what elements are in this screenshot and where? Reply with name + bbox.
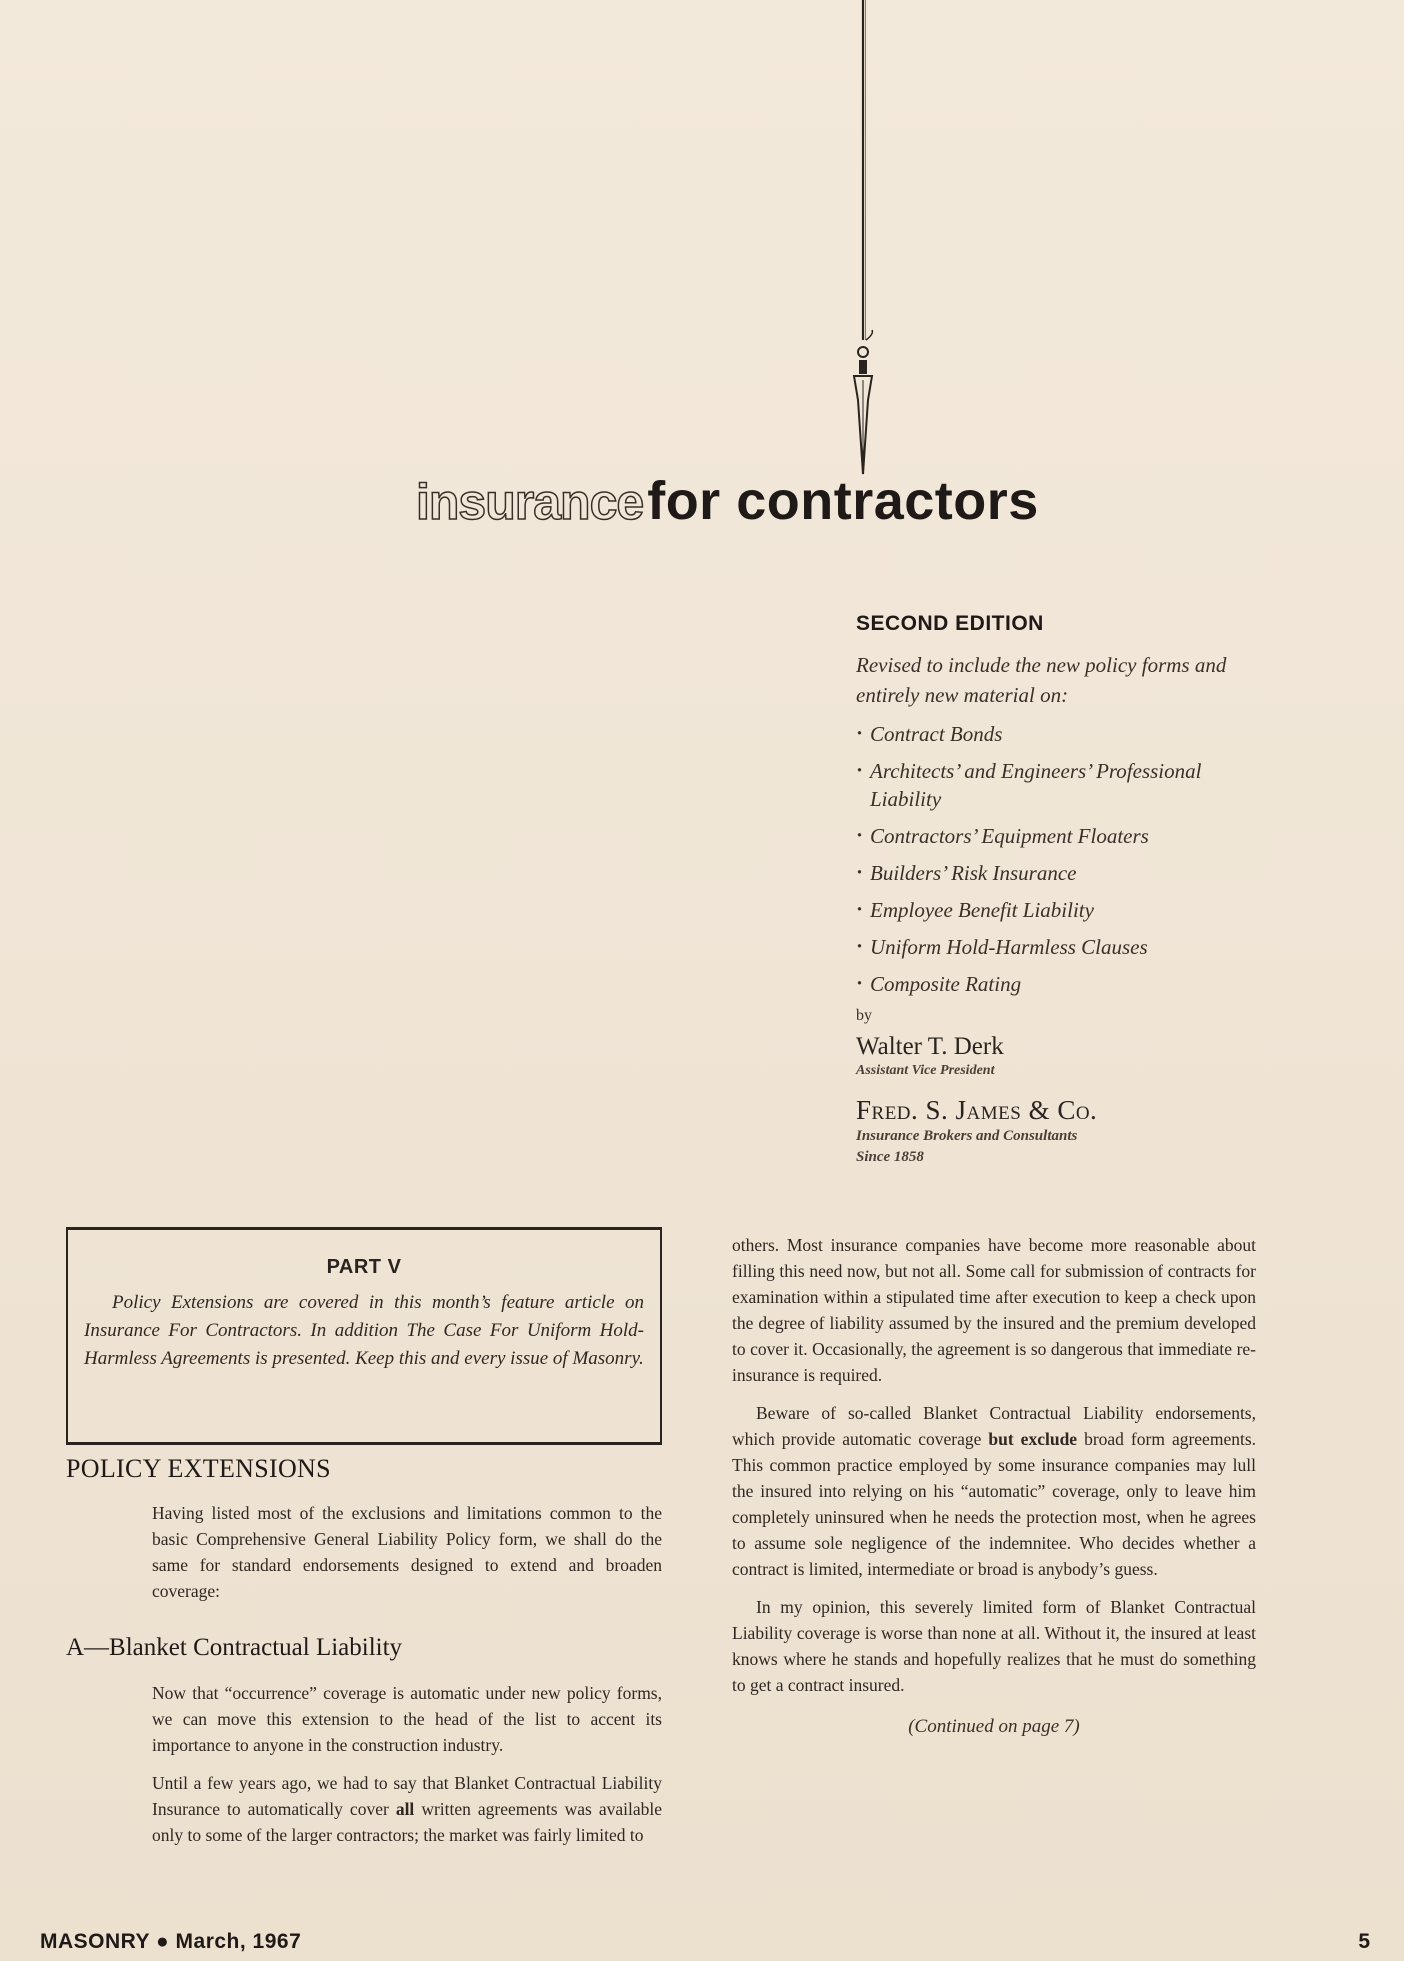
text-run: Until a few years ago, we had to say that Blanket Contractual Liability Insurance to automatically cover: [152, 1773, 662, 1819]
page-number: 5: [1358, 1930, 1370, 1953]
firm-name: Fred. S. James & Co.: [856, 1095, 1098, 1125]
revised-note: Revised to include the new policy forms and entirely new material on:: [856, 653, 1227, 707]
title-bold-words: for contractors: [647, 471, 1039, 531]
firm-since: Since 1858: [856, 1149, 924, 1165]
body-paragraph: others. Most insurance companies have become more reasonable about filling this need now, but not all. Some call for submission of contracts for examination within a stipulated time after execution to keep a check upon the degree of liability assumed by the insured and the premium developed to cover it. Occasionally, the agreement is so dangerous that immediate re-insurance is required.: [732, 1235, 1256, 1385]
byline-label: by: [856, 1007, 872, 1024]
intro-paragraph: Having listed most of the exclusions and limitations common to the basic Comprehensive General Liability Policy form, we shall do the same for standard endorsements designed to extend and broaden coverage:: [152, 1503, 662, 1601]
author-name: Walter T. Derk: [856, 1033, 1004, 1060]
bold-run: but exclude: [988, 1429, 1078, 1449]
text-run: Beware of so-called Blanket Contractual Liability endorsements, which provide automatic coverage: [732, 1403, 1256, 1449]
firm-description: Insurance Brokers and Consultants: [856, 1128, 1078, 1144]
part-box: [66, 1227, 662, 1445]
bold-run: all: [395, 1799, 415, 1819]
body-paragraph: In my opinion, this severely limited form of Blanket Contractual Liability coverage is worse than none at all. Without it, the insured at least knows where he stands and hopefully realizes that he must do something to get a contract insured.: [732, 1597, 1256, 1695]
page-footer: [40, 1930, 1370, 1960]
book-promo: [856, 612, 1276, 1168]
part-box-text: Policy Extensions are covered in this month’s feature article on Insurance For Contractors. In addition The Case For Uniform Hold-Harmless Agreements is presented. Keep this and every issue of Masonry.: [84, 1292, 644, 1369]
body-paragraph: [732, 1400, 1256, 1582]
footer-publication: MASONRY ● March, 1967: [40, 1930, 302, 1953]
title-outline-word: insurance: [416, 474, 644, 530]
author-title: Assistant Vice President: [856, 1063, 995, 1078]
subsection-heading: A—Blanket Contractual Liability: [66, 1634, 403, 1661]
text-run: broad form agreements. This common practice employed by some insurance companies may lull the insured into relying on his “automatic” coverage, only to leave him completely uninsured when he needs the protection most, when he agrees to assume sole negligence of the indemnitee. Who decides whether a contract is limited, intermediate or broad is anybody’s guess.: [732, 1429, 1257, 1579]
continued-note: (Continued on page 7): [908, 1716, 1080, 1737]
article-column-right: [732, 1232, 1256, 1738]
feature-item: · Builders’ Risk Insurance: [856, 859, 1276, 887]
article-title: [416, 470, 1236, 550]
feature-item: · Architects’ and Engineers’ Professional Liability: [856, 757, 1276, 813]
feature-item: · Contract Bonds: [856, 720, 1276, 748]
feature-item: · Contractors’ Equipment Floaters: [856, 822, 1276, 850]
plumb-bob-icon: [848, 0, 878, 480]
edition-heading: SECOND EDITION: [856, 612, 1044, 635]
section-heading: POLICY EXTENSIONS: [66, 1454, 331, 1483]
feature-item: · Employee Benefit Liability: [856, 896, 1276, 924]
feature-item: · Uniform Hold-Harmless Clauses: [856, 933, 1276, 961]
feature-list: [856, 720, 1276, 998]
article-column-left: [66, 1450, 662, 1860]
body-paragraph: Now that “occurrence” coverage is automatic under new policy forms, we can move this extension to the head of the list to accent its importance to anyone in the construction industry.: [152, 1683, 662, 1755]
body-paragraph: [152, 1770, 662, 1848]
feature-item: · Composite Rating: [856, 970, 1276, 998]
text-run: written agreements was available only to some of the larger contractors; the market was fairly limited to: [152, 1799, 662, 1845]
part-box-title: PART V: [326, 1256, 402, 1278]
